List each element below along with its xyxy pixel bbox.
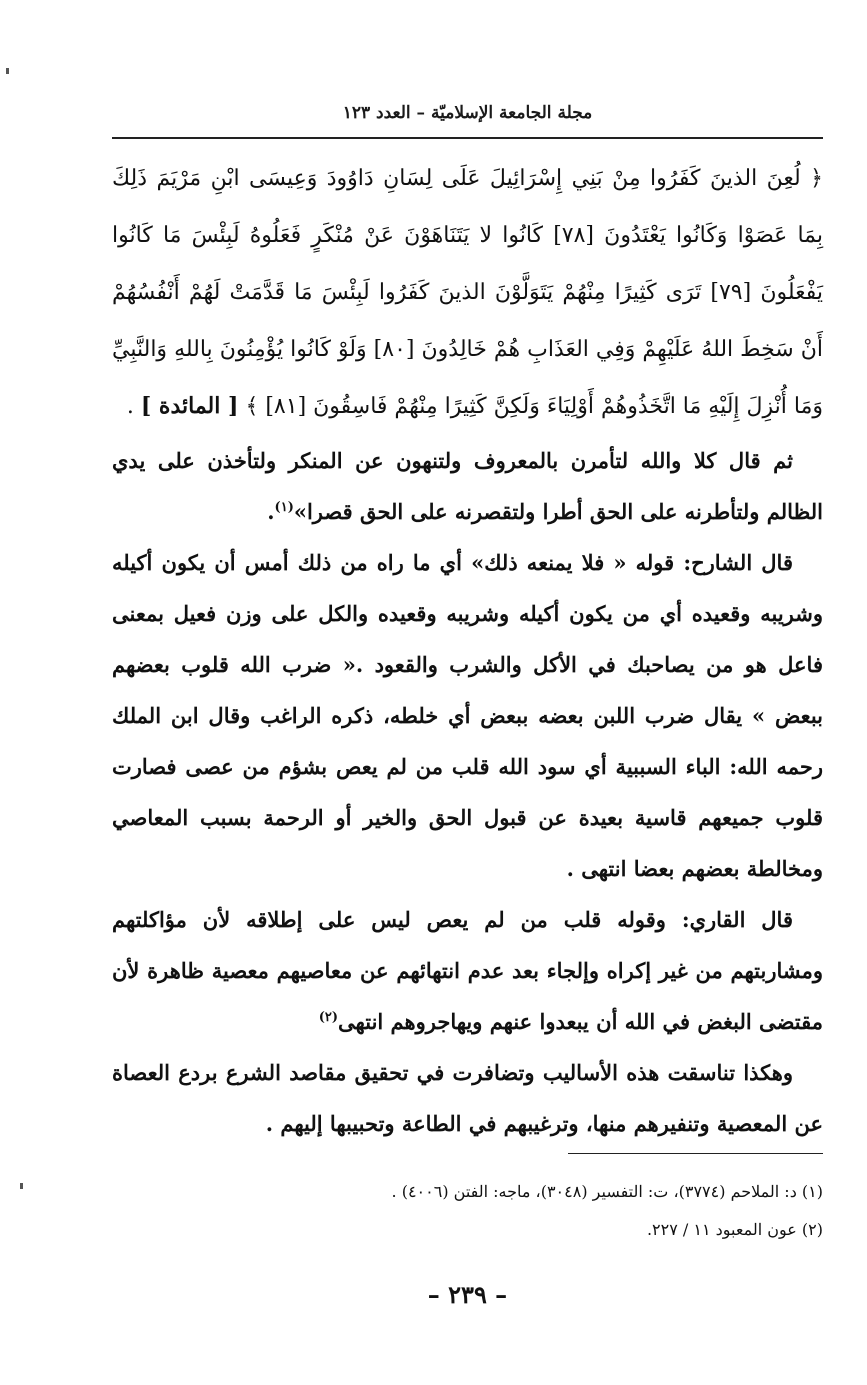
verse-source: [ المائدة ] [140,393,239,419]
verse-open-bracket: ﴿ [810,166,824,191]
verse-text: لُعِنَ الذينَ كَفَرُوا مِنْ بَنِي إِسْرَائِيلَ عَلَى لِسَانِ دَاوُودَ وَعِيسَى ابْنِ مَرْيَمَ ذَلِكَ بِمَا عَصَوْا وَكَانُوا يَعْتَدُونَ [٧٨] كَانُوا لا يَتَنَاهَوْنَ عَنْ مُنْكَرٍ فَعَلُوهُ لَبِئْسَ مَا كَانُوا يَفْعَلُونَ [٧٩] تَرَى كَثِيرًا مِنْهُمْ يَتَوَلَّوْنَ الذينَ كَفَرُوا لَبِئْسَ مَا قَدَّمَتْ لَهُمْ أَنْفُسُهُمْ أَنْ سَخِطَ اللهُ عَلَيْهِمْ وَفِي العَذَابِ هُمْ خَالِدُونَ [٨٠] وَلَوْ كَانُوا يُؤْمِنُونَ بِاللهِ وَالنَّبِيِّ وَمَا أُنْزِلَ إِلَيْهِ مَا اتَّخَذُوهُمْ أَوْلِيَاءَ وَلَكِنَّ كَثِيرًا مِنْهُمْ فَاسِقُونَ [٨١] [112,166,824,419]
paragraph-1 [112,435,823,537]
footnote-rule [568,1153,823,1154]
paragraph-1-text: ثم قال كلا والله لتأمرن بالمعروف ولتنهون عن المنكر ولتأخذن على يدي الظالم ولتأطرنه على الحق أطرا ولتقصرنه على الحق قصرا» [112,448,823,524]
paragraph-4 [112,1047,823,1149]
paragraph-3-text: قال القاري: وقوله قلب من لم يعص ليس على إطلاقه لأن مؤاكلتهم ومشاربتهم من غير إكراه وإلجاء بعد عدم انتهائهم عن معاصيهم معصية ظاهرة لأن مقتضى البغض في الله أن يبعدوا عنهم ويهاجروهم انتهى [112,907,823,1034]
running-header: مجلة الجامعة الإسلاميّة – العدد ١٢٣ [342,103,593,123]
paragraph-3 [112,894,823,1047]
paragraph-2 [112,537,823,894]
footnote-1: (١) د: الملاحم (٣٧٧٤)، ت: التفسير (٣٠٤٨)، ماجه: الفتن (٤٠٠٦) . [391,1182,823,1201]
page-number: – ٢٣٩ – [427,1280,508,1309]
margin-mark [6,68,9,74]
header-rule [112,137,823,139]
footnote-ref-2[interactable]: (٢) [318,1010,339,1025]
paragraph-4-text: وهكذا تناسقت هذه الأساليب وتضافرت في تحقيق مقاصد الشرع بردع العصاة عن المعصية وتنفيرهم منها، وترغيبهم في الطاعة وتحبيبها إليهم . [112,1060,823,1136]
verse-close-bracket: ﴾ [245,394,259,419]
quran-verse-block [112,150,823,435]
footnotes [112,1173,823,1249]
main-text [112,150,823,1149]
footnote-ref-1[interactable]: (١) [274,500,294,515]
paragraph-2-text: قال الشارح: قوله « فلا يمنعه ذلك» أي ما راه من ذلك أمس أن يكون أكيله وشريبه وقعيده أي من يكون أكيله وشريبه وقعيده والكل على وزن فعيل بمعنى فاعل هو من يصاحبك في الأكل والشرب والقعود .« ضرب الله قلوب بعضهم ببعض » يقال ضرب اللبن بعضه ببعض أي خلطه، ذكره الراغب وقال ابن الملك رحمه الله: الباء السببية أي سود الله قلب من لم يعص بشؤم من عصى فصارت قلوب جميعهم قاسية بعيدة عن قبول الحق والخير أو الرحمة بسبب المعاصي ومخالطة بعضهم بعضا انتهى . [112,550,823,881]
paragraph-1-end: . [267,499,275,524]
footnote-2: (٢) عون المعبود ١١ / ٢٢٧. [646,1220,823,1239]
verse-end: . [126,394,134,419]
margin-mark [20,1183,23,1189]
